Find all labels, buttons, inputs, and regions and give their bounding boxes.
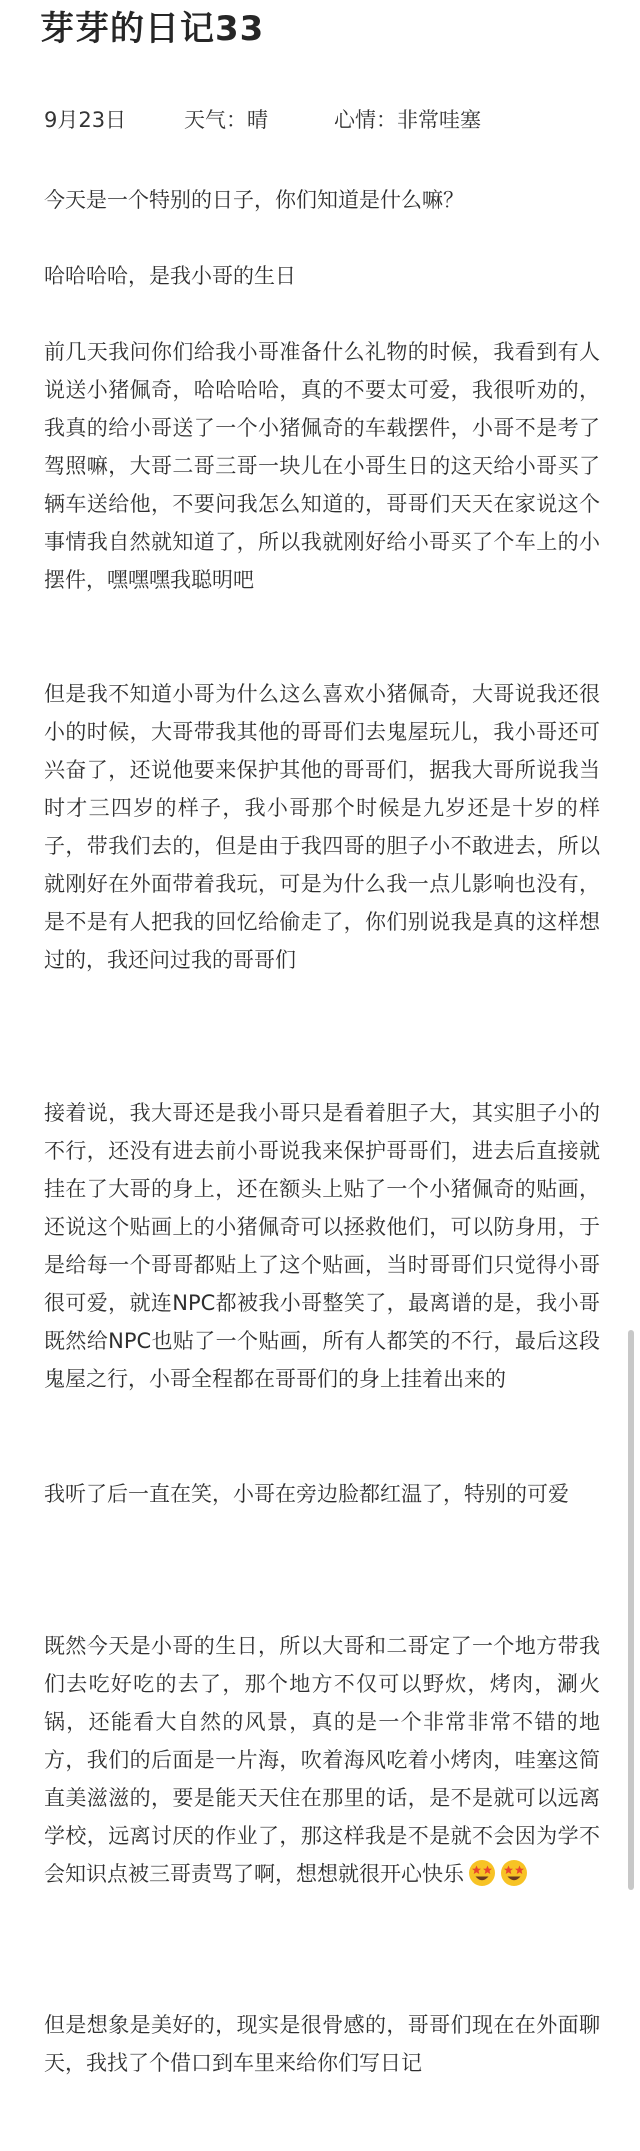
diary-paragraph-text: 既然今天是小哥的生日，所以大哥和二哥定了一个地方带我们去吃好吃的去了，那个地方不仅可以野炊，烤肉，涮火锅，还能看大自然的风景，真的是一个非常非常不错的地方，我们的后面是一片海，吹着海风吃着小烤肉，哇塞这简直美滋滋的，要是能天天住在那里的话，是不是就可以远离学校，远离讨厌的作业了，那这样我是不是就不会因为学不会知识点被三哥责骂了啊，想想就很开心快乐 bbox=[44, 1634, 600, 1886]
date-label: 9月23日 bbox=[44, 108, 127, 132]
diary-meta bbox=[44, 104, 481, 136]
diary-paragraph: 前几天我问你们给我小哥准备什么礼物的时候，我看到有人说送小猪佩奇，哈哈哈哈，真的不要太可爱，我很听劝的，我真的给小哥送了一个小猪佩奇的车载摆件，小哥不是考了驾照嘛，大哥二哥三哥一块儿在小哥生日的这天给小哥买了辆车送给他，不要问我怎么知道的，哥哥们天天在家说这个事情我自然就知道了，所以我就刚好给小哥买了个车上的小摆件，嘿嘿嘿我聪明吧 bbox=[44, 340, 600, 592]
vertical-scrollbar[interactable] bbox=[628, 1330, 634, 1890]
star-struck-emoji-icon bbox=[500, 1859, 528, 1887]
diary-paragraph: 但是想象是美好的，现实是很骨感的，哥哥们现在在外面聊天，我找了个借口到车里来给你们写日记 bbox=[44, 2013, 600, 2075]
diary-paragraph: 我听了后一直在笑，小哥在旁边脸都红温了，特别的可爱 bbox=[44, 1482, 569, 1506]
diary-paragraph-with-emoji bbox=[44, 1627, 600, 1893]
star-struck-emoji-icon bbox=[468, 1859, 496, 1887]
diary-paragraph: 今天是一个特别的日子，你们知道是什么嘛？ bbox=[44, 188, 464, 212]
diary-paragraph: 但是我不知道小哥为什么这么喜欢小猪佩奇，大哥说我还很小的时候，大哥带我其他的哥哥们去鬼屋玩儿，我小哥还可兴奋了，还说他要来保护其他的哥哥们，据我大哥所说我当时才三四岁的样子，我小哥那个时候是九岁还是十岁的样子，带我们去的，但是由于我四哥的胆子小不敢进去，所以就刚好在外面带着我玩，可是为什么我一点儿影响也没有，是不是有人把我的回忆给偷走了，你们别说我是真的这样想过的，我还问过我的哥哥们 bbox=[44, 682, 600, 972]
page-title: 芽芽的日记33 bbox=[40, 9, 265, 49]
mood-label: 心情：非常哇塞 bbox=[334, 108, 481, 132]
diary-paragraph: 哈哈哈哈，是我小哥的生日 bbox=[44, 264, 296, 288]
weather-label: 天气：晴 bbox=[184, 108, 268, 132]
diary-paragraph: 接着说，我大哥还是我小哥只是看着胆子大，其实胆子小的不行，还没有进去前小哥说我来保护哥哥们，进去后直接就挂在了大哥的身上，还在额头上贴了一个小猪佩奇的贴画，还说这个贴画上的小猪佩奇可以拯救他们，可以防身用，于是给每一个哥哥都贴上了这个贴画，当时哥哥们只觉得小哥很可爱，就连NPC都被我小哥整笑了，最离谱的是，我小哥既然给NPC也贴了一个贴画，所有人都笑的不行，最后这段鬼屋之行，小哥全程都在哥哥们的身上挂着出来的 bbox=[44, 1101, 600, 1391]
